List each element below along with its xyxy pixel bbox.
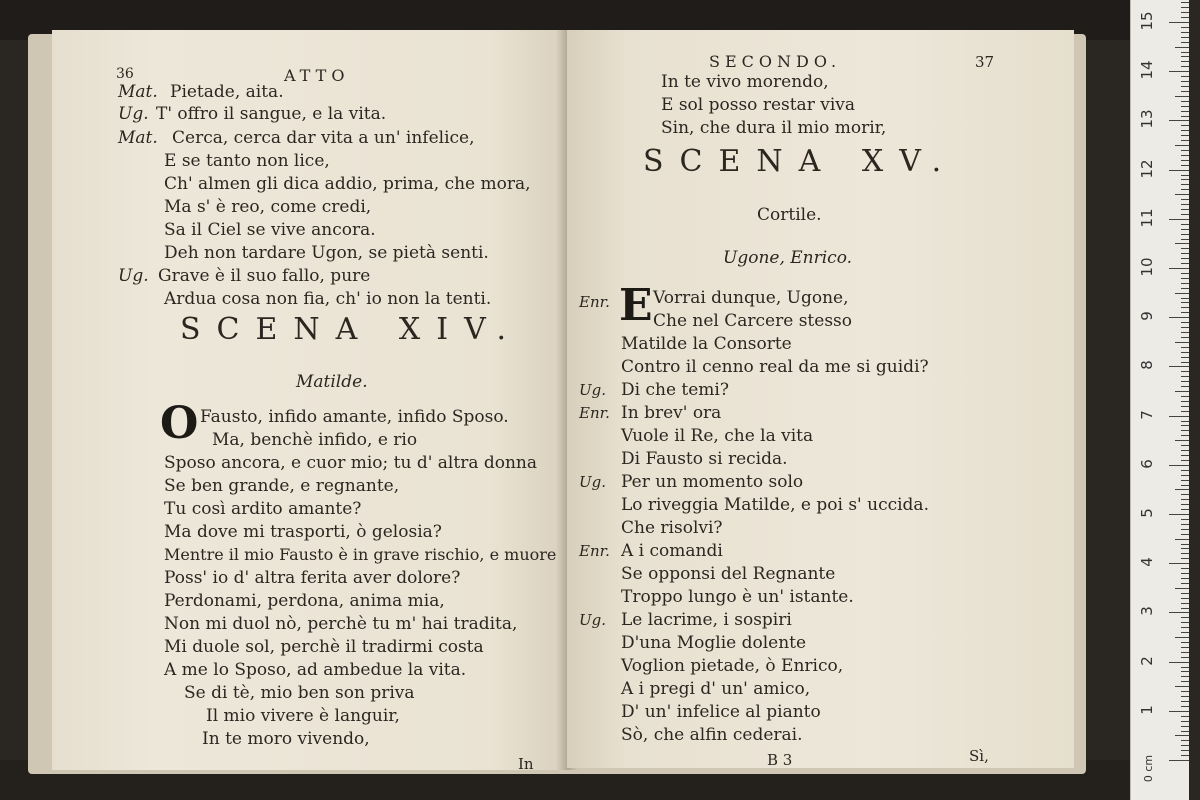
verse-line: Contro il cenno real da me si guidi? [621,357,929,377]
ruler-tick [1181,332,1189,333]
verse-line: Pietade, aita. [170,82,284,102]
ruler-tick [1181,189,1189,190]
ruler-tick [1175,243,1189,244]
ruler-tick [1181,450,1189,451]
speaker-label: Enr. [579,293,610,311]
ruler-tick [1181,101,1189,102]
verse-line: Voglion pietade, ò Enrico, [621,656,844,676]
ruler-tick [1181,460,1189,461]
verse-line: Le lacrime, i sospiri [621,610,792,630]
ruler-tick [1181,327,1189,328]
verse-line: Che nel Carcere stesso [653,311,853,331]
verse-line: D' un' infelice al pianto [621,702,821,722]
speaker-label: Mat. [118,128,158,148]
ruler-tick [1181,657,1189,658]
ruler-tick [1181,150,1189,151]
ruler-tick [1175,342,1189,343]
verse-line: Grave è il suo fallo, pure [158,266,371,286]
ruler-tick [1181,676,1189,677]
ruler-number: 6 [1138,459,1156,469]
ruler-tick [1181,603,1189,604]
verse-line: A i comandi [621,541,723,561]
ruler-tick [1181,56,1189,57]
right-running-header: SECONDO. [709,52,842,71]
ruler-tick [1181,544,1189,545]
ruler-tick [1181,140,1189,141]
ruler-tick [1175,637,1189,638]
ruler-tick [1181,116,1189,117]
ruler-tick [1169,711,1189,712]
ruler-tick [1169,514,1189,515]
ruler-tick [1169,366,1189,367]
ruler-tick [1181,155,1189,156]
speaker-label: Ug. [118,266,149,286]
ruler-tick [1169,612,1189,613]
right-page-number: 37 [975,53,995,71]
ruler-tick [1175,293,1189,294]
ruler-tick [1181,214,1189,215]
ruler-tick [1175,96,1189,97]
ruler-tick [1175,588,1189,589]
ruler-tick [1181,371,1189,372]
ruler-tick [1181,681,1189,682]
verse-line: D'una Moglie dolente [621,633,807,653]
ruler-tick [1181,406,1189,407]
verse-line: In te vivo morendo, [661,72,829,92]
ruler-tick [1181,347,1189,348]
ruler-number: 11 [1138,208,1156,228]
measuring-ruler [1130,0,1189,800]
ruler-tick [1181,504,1189,505]
ruler-tick [1181,61,1189,62]
scene-title: SCENA XIV. [180,312,523,347]
catchword: Sì, [969,747,989,765]
ruler-tick [1181,755,1189,756]
verse-line: In brev' ora [621,403,722,423]
verse-line: Non mi duol nò, perchè tu m' hai tradita, [164,614,518,634]
ruler-tick [1181,322,1189,323]
ruler-tick [1181,248,1189,249]
ruler-tick [1181,652,1189,653]
ruler-number: 3 [1138,606,1156,617]
ruler-tick [1181,608,1189,609]
ruler-tick [1181,494,1189,495]
ruler-tick [1181,307,1189,308]
verse-line: Sò, che alfin cederai. [621,725,803,745]
ruler-unit-label: 0 cm [1142,754,1156,783]
verse-line: Ma, benchè infido, e rio [212,430,418,450]
ruler-tick [1175,194,1189,195]
ruler-tick [1181,258,1189,259]
verse-line: Sposo ancora, e cuor mio; tu d' altra donna [164,453,538,473]
verse-line: Il mio vivere è languir, [206,706,400,726]
ruler-tick [1181,125,1189,126]
verse-line: Ardua cosa non fia, ch' io non la tenti. [164,289,492,309]
ruler-tick [1175,47,1189,48]
speaker-label: Ug. [118,104,149,124]
ruler-tick [1181,642,1189,643]
ruler-tick [1181,421,1189,422]
ruler-tick [1181,209,1189,210]
ruler-tick [1181,470,1189,471]
ruler-tick [1181,278,1189,279]
ruler-tick [1169,170,1189,171]
ruler-number: 13 [1138,109,1156,129]
verse-line: E sol posso restar viva [661,95,856,115]
ruler-tick [1181,573,1189,574]
scene-characters: Ugone, Enrico. [723,248,853,268]
ruler-tick [1181,298,1189,299]
verse-line: Cerca, cerca dar vita a un' infelice, [172,128,475,148]
ruler-tick [1181,273,1189,274]
ruler-tick [1181,396,1189,397]
verse-line: Per un momento solo [621,472,804,492]
speaker-label: Ug. [579,611,607,629]
ruler-tick [1181,91,1189,92]
ruler-tick [1181,425,1189,426]
ruler-tick [1181,199,1189,200]
drop-cap: E [619,280,653,331]
ruler-tick [1175,391,1189,392]
ruler-number: 9 [1138,311,1156,321]
ruler-tick [1181,696,1189,697]
ruler-tick [1181,288,1189,289]
verse-line: Sa il Ciel se vive ancora. [164,220,376,240]
verse-line: Di che temi? [621,380,729,400]
ruler-tick [1181,430,1189,431]
ruler-number: 1 [1138,705,1156,715]
ruler-tick [1181,12,1189,13]
ruler-tick [1181,701,1189,702]
ruler-tick [1181,548,1189,549]
ruler-tick [1181,106,1189,107]
ruler-tick [1181,357,1189,358]
ruler-tick [1181,66,1189,67]
ruler-tick [1181,731,1189,732]
ruler-tick [1181,627,1189,628]
ruler-tick [1181,263,1189,264]
ruler-tick [1181,337,1189,338]
verse-line: Matilde la Consorte [621,334,792,354]
ruler-tick [1169,662,1189,663]
verse-line: Mi duole sol, perchè il tradirmi costa [164,637,484,657]
left-page [52,30,567,773]
ruler-tick [1181,726,1189,727]
ruler-tick [1181,745,1189,746]
ruler-tick [1181,578,1189,579]
ruler-tick [1181,386,1189,387]
verse-line: Sin, che dura il mio morir, [661,118,887,138]
verse-line: Deh non tardare Ugon, se pietà senti. [164,243,489,263]
ruler-tick [1181,253,1189,254]
ruler-number: 14 [1138,60,1156,80]
ruler-tick [1181,204,1189,205]
ruler-tick [1181,706,1189,707]
ruler-tick [1181,558,1189,559]
ruler-tick [1181,86,1189,87]
ruler-tick [1181,283,1189,284]
ruler-number: 5 [1138,508,1156,518]
ruler-tick [1181,302,1189,303]
ruler-number: 12 [1138,159,1156,179]
ruler-tick [1181,740,1189,741]
ruler-number: 8 [1138,360,1156,371]
ruler-tick [1181,7,1189,8]
ruler-tick [1181,435,1189,436]
ruler-tick [1181,135,1189,136]
scene-title: SCENA XV. [643,144,958,179]
speaker-label: Ug. [579,381,607,399]
ruler-tick [1175,489,1189,490]
ruler-tick [1169,760,1189,761]
ruler-tick [1181,352,1189,353]
ruler-tick [1181,499,1189,500]
right-page [567,30,1074,768]
ruler-tick [1181,2,1189,3]
scene-character: Matilde. [296,372,368,392]
ruler-tick [1181,553,1189,554]
ruler-tick [1181,130,1189,131]
verse-line: Se ben grande, e regnante, [164,476,400,496]
ruler-tick [1181,622,1189,623]
verse-line: E se tanto non lice, [164,151,330,171]
ruler-tick [1181,647,1189,648]
ruler-tick [1181,509,1189,510]
verse-line: Ma s' è reo, come credi, [164,197,372,217]
ruler-tick [1181,165,1189,166]
ruler-tick [1181,671,1189,672]
ruler-tick [1181,593,1189,594]
verse-line: Vuole il Re, che la vita [621,426,814,446]
ruler-tick [1169,563,1189,564]
ruler-tick [1181,617,1189,618]
ruler-tick [1175,686,1189,687]
ruler-tick [1181,381,1189,382]
ruler-tick [1181,401,1189,402]
ruler-tick [1181,524,1189,525]
verse-line: Ma dove mi trasporti, ò gelosia? [164,522,442,542]
verse-line: A i pregi d' un' amico, [621,679,811,699]
verse-line: Se di tè, mio ben son priva [184,683,415,703]
ruler-tick [1181,568,1189,569]
speaker-label: Ug. [579,473,607,491]
speaker-label: Mat. [118,82,158,102]
ruler-tick [1181,583,1189,584]
ruler-tick [1181,485,1189,486]
verse-line: Ch' almen gli dica addio, prima, che mora, [164,174,531,194]
verse-line: Di Fausto si recida. [621,449,788,469]
ruler-tick [1181,234,1189,235]
ruler-tick [1181,598,1189,599]
ruler-tick [1181,529,1189,530]
ruler-tick [1181,519,1189,520]
ruler-tick [1181,411,1189,412]
drop-cap: O [160,398,199,449]
ruler-tick [1175,539,1189,540]
ruler-tick [1169,465,1189,466]
verse-line: Perdonami, perdona, anima mia, [164,591,445,611]
ruler-number: 4 [1138,557,1156,567]
ruler-tick [1175,735,1189,736]
ruler-tick [1181,691,1189,692]
verse-line: Vorrai dunque, Ugone, [653,288,849,308]
ruler-tick [1181,81,1189,82]
scene-setting: Cortile. [757,205,822,225]
ruler-tick [1181,376,1189,377]
verse-line: Che risolvi? [621,518,723,538]
verse-line: In te moro vivendo, [202,729,370,749]
left-page-number: 36 [116,66,134,82]
ruler-tick [1181,312,1189,313]
ruler-tick [1181,175,1189,176]
ruler-tick [1181,455,1189,456]
ruler-tick [1181,480,1189,481]
ruler-tick [1181,160,1189,161]
ruler-tick [1169,22,1189,23]
ruler-tick [1181,42,1189,43]
ruler-tick [1169,416,1189,417]
ruler-number: 10 [1138,257,1156,277]
ruler-tick [1181,184,1189,185]
ruler-tick [1181,239,1189,240]
verse-line: Troppo lungo è un' istante. [621,587,854,607]
ruler-tick [1181,52,1189,53]
ruler-tick [1181,224,1189,225]
ruler-number: 15 [1138,11,1156,31]
verse-line: Fausto, infido amante, infido Sposo. [200,407,509,427]
ruler-tick [1181,27,1189,28]
ruler-tick [1181,632,1189,633]
verse-line: Poss' io d' altra ferita aver dolore? [164,568,461,588]
ruler-tick [1181,111,1189,112]
ruler-tick [1169,268,1189,269]
ruler-tick [1181,445,1189,446]
ruler-tick [1169,120,1189,121]
ruler-tick [1181,179,1189,180]
ruler-tick [1181,716,1189,717]
catchword: In [518,755,534,773]
verse-line: T' offro il sangue, e la vita. [156,104,387,124]
ruler-tick [1181,37,1189,38]
ruler-tick [1169,317,1189,318]
verse-line: Se opponsi del Regnante [621,564,836,584]
ruler-number: 7 [1138,409,1156,420]
ruler-tick [1181,76,1189,77]
verse-line: Mentre il mio Fausto è in grave rischio, e muore [164,545,557,564]
ruler-tick [1175,145,1189,146]
speaker-label: Enr. [579,404,610,422]
ruler-tick [1169,219,1189,220]
ruler-tick [1181,475,1189,476]
signature-mark: B 3 [767,751,793,769]
ruler-tick [1181,362,1189,363]
verse-line: A me lo Sposo, ad ambedue la vita. [164,660,467,680]
ruler-tick [1181,32,1189,33]
verse-line: Lo riveggia Matilde, e poi s' uccida. [621,495,929,515]
ruler-tick [1181,534,1189,535]
ruler-tick [1181,750,1189,751]
ruler-tick [1181,721,1189,722]
verse-line: Tu così ardito amante? [164,499,362,519]
ruler-tick [1181,229,1189,230]
speaker-label: Enr. [579,542,610,560]
ruler-number: 2 [1138,655,1156,666]
ruler-tick [1181,667,1189,668]
ruler-tick [1169,71,1189,72]
ruler-tick [1175,440,1189,441]
left-running-header: ATTO [284,66,350,85]
ruler-tick [1181,17,1189,18]
